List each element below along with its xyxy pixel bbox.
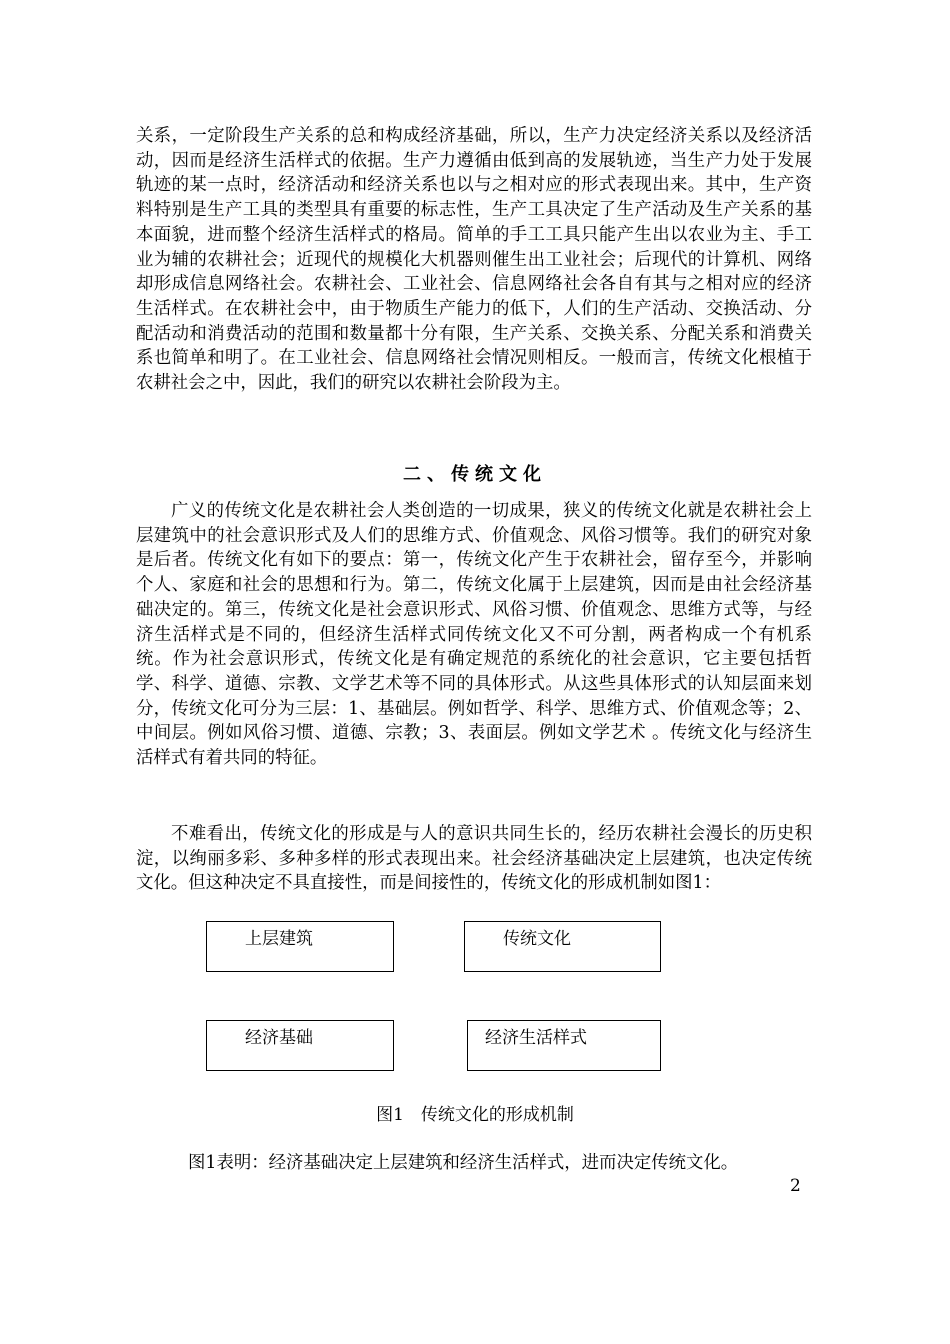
- box-economic-lifestyle: [467, 1020, 661, 1071]
- box-traditional-culture: [464, 921, 661, 972]
- box-superstructure: [206, 921, 394, 972]
- box-superstructure-label: 上层建筑: [245, 929, 313, 949]
- figure-caption: 图1 传统文化的形成机制: [376, 1105, 574, 1125]
- page-number: 2: [790, 1176, 801, 1196]
- body-paragraph-3: 不难看出，传统文化的形成是与人的意识共同生长的，经历农耕社会漫长的历史积淀，以绚丽多彩、多种多样的形式表现出来。社会经济基础决定上层建筑，也决定传统文化。但这种决定不具直接性，而是间接性的，传统文化的形成机制如图1：: [136, 824, 812, 894]
- body-paragraph-1: 关系，一定阶段生产关系的总和构成经济基础，所以，生产力决定经济关系以及经济活动，因而是经济生活样式的依据。生产力遵循由低到高的发展轨迹，当生产力处于发展轨迹的某一点时，经济活动和经济关系也以与之相对应的形式表现出来。其中，生产资料特别是生产工具的类型具有重要的标志性，生产工具决定了生产活动及生产关系的基本面貌，进而整个经济生活样式的格局。简单的手工工具只能产生出以农业为主、手工业为辅的农耕社会；近现代的规模化大机器则催生出工业社会；后现代的计算机、网络却形成信息网络社会。农耕社会、工业社会、信息网络社会各自有其与之相对应的经济生活样式。在农耕社会中，由于物质生产能力的低下，人们的生产活动、交换活动、分配活动和消费活动的范围和数量都十分有限，生产关系、交换关系、分配关系和消费关系也简单和明了。在工业社会、信息网络社会情况则相反。一般而言，传统文化根植于农耕社会之中，因此，我们的研究以农耕社会阶段为主。: [136, 126, 812, 394]
- box-traditional-culture-label: 传统文化: [503, 929, 571, 949]
- figure-explanation: 图1表明：经济基础决定上层建筑和经济生活样式，进而决定传统文化。: [188, 1153, 739, 1173]
- box-economic-base-label: 经济基础: [245, 1028, 313, 1048]
- section-heading: 二、传统文化: [403, 464, 547, 485]
- body-paragraph-2: 广义的传统文化是农耕社会人类创造的一切成果，狭义的传统文化就是农耕社会上层建筑中的社会意识形式及人们的思维方式、价值观念、风俗习惯等。我们的研究对象是后者。传统文化有如下的要点：第一，传统文化产生于农耕社会，留存至今，并影响个人、家庭和社会的思想和行为。第二，传统文化属于上层建筑，因而是由社会经济基础决定的。第三，传统文化是社会意识形式、风俗习惯、价值观念、思维方式等，与经济生活样式是不同的，但经济生活样式同传统文化又不可分割，两者构成一个有机系统。作为社会意识形式，传统文化是有确定规范的系统化的社会意识，它主要包括哲学、科学、道德、宗教、文学艺术等不同的具体形式。从这些具体形式的认知层面来划分，传统文化可分为三层：1、基础层。例如哲学、科学、思维方式、价值观念等；2、中间层。例如风俗习惯、道德、宗教；3、表面层。例如文学艺术 。传统文化与经济生活样式有着共同的特征。: [136, 501, 812, 769]
- box-economic-lifestyle-label: 经济生活样式: [485, 1028, 587, 1048]
- box-economic-base: [206, 1020, 394, 1071]
